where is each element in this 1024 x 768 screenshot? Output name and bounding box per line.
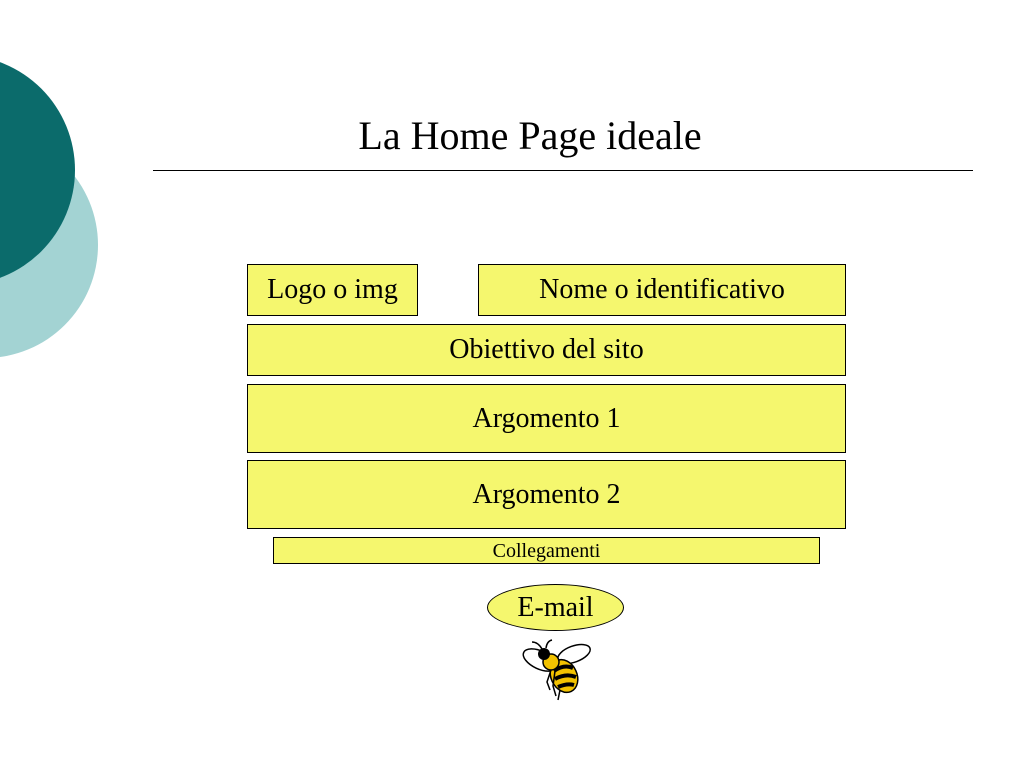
objective-box [247,324,846,376]
objective-box-label: Obiettivo del sito [449,334,644,365]
slide-title: La Home Page ideale [358,113,702,158]
bee-icon [518,638,594,702]
name-box [478,264,846,316]
logo-box-label: Logo o img [267,274,398,305]
email-oval [487,584,624,631]
decorative-circles [0,0,110,420]
links-box [273,537,820,564]
links-box-label: Collegamenti [492,540,601,562]
topic-2-box [247,460,846,529]
topic-1-box-label: Argomento 1 [472,402,621,434]
topic-2-box-label: Argomento 2 [472,478,621,510]
email-label: E-mail [517,591,594,623]
logo-box [247,264,418,316]
topic-1-box [247,384,846,453]
title-divider [153,170,973,171]
name-box-label: Nome o identificativo [539,274,785,305]
